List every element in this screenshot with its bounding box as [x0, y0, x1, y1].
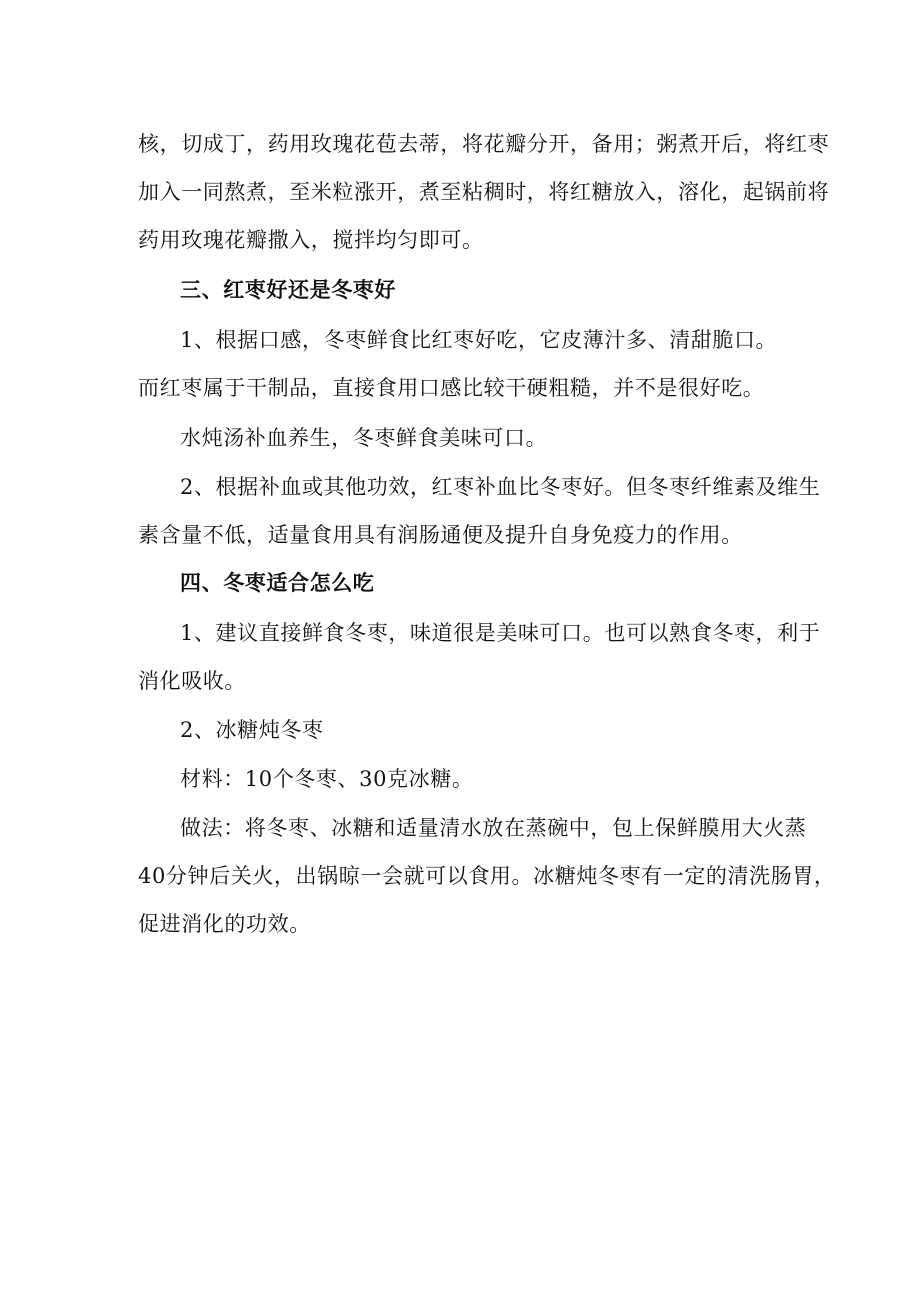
paragraph-line: 水炖汤补血养生，冬枣鲜食美味可口。 — [180, 426, 548, 450]
section-heading: 四、冬枣适合怎么吃 — [180, 570, 375, 595]
paragraph-line: 1、建议直接鲜食冬枣，味道很是美味可口。也可以熟食冬枣，利于 — [180, 621, 821, 645]
paragraph-line: 做法：将冬枣、冰糖和适量清水放在蒸碗中，包上保鲜膜用大火蒸 — [180, 816, 807, 840]
paragraph-line: 素含量不低，适量食用具有润肠通便及提升自身免疫力的作用。 — [138, 523, 743, 547]
paragraph-continuation-line: 核，切成丁，药用玫瑰花苞去蒂，将花瓣分开，备用；粥煮开后，将红枣 — [138, 132, 830, 156]
paragraph-line: 2、冰糖炖冬枣 — [180, 718, 324, 742]
paragraph-line: 1、根据口感，冬枣鲜食比红枣好吃，它皮薄汁多、清甜脆口。 — [180, 328, 778, 352]
paragraph-line: 材料：10个冬枣、30克冰糖。 — [180, 767, 474, 791]
paragraph-line: 消化吸收。 — [138, 669, 246, 693]
paragraph-line: 而红枣属于干制品，直接食用口感比较干硬粗糙，并不是很好吃。 — [138, 376, 765, 400]
section-heading: 三、红枣好还是冬枣好 — [180, 277, 396, 302]
paragraph-continuation-line: 加入一同熬煮，至米粒涨开，煮至粘稠时，将红糖放入，溶化，起锅前将 — [138, 180, 830, 204]
paragraph-line: 促进消化的功效。 — [138, 912, 311, 936]
paragraph-line: 2、根据补血或其他功效，红枣补血比冬枣好。但冬枣纤维素及维生 — [180, 475, 821, 499]
paragraph-line: 40分钟后关火，出锅晾一会就可以食用。冰糖炖冬枣有一定的清洗肠胃， — [138, 864, 836, 888]
paragraph-continuation-line: 药用玫瑰花瓣撒入，搅拌均匀即可。 — [138, 228, 484, 252]
